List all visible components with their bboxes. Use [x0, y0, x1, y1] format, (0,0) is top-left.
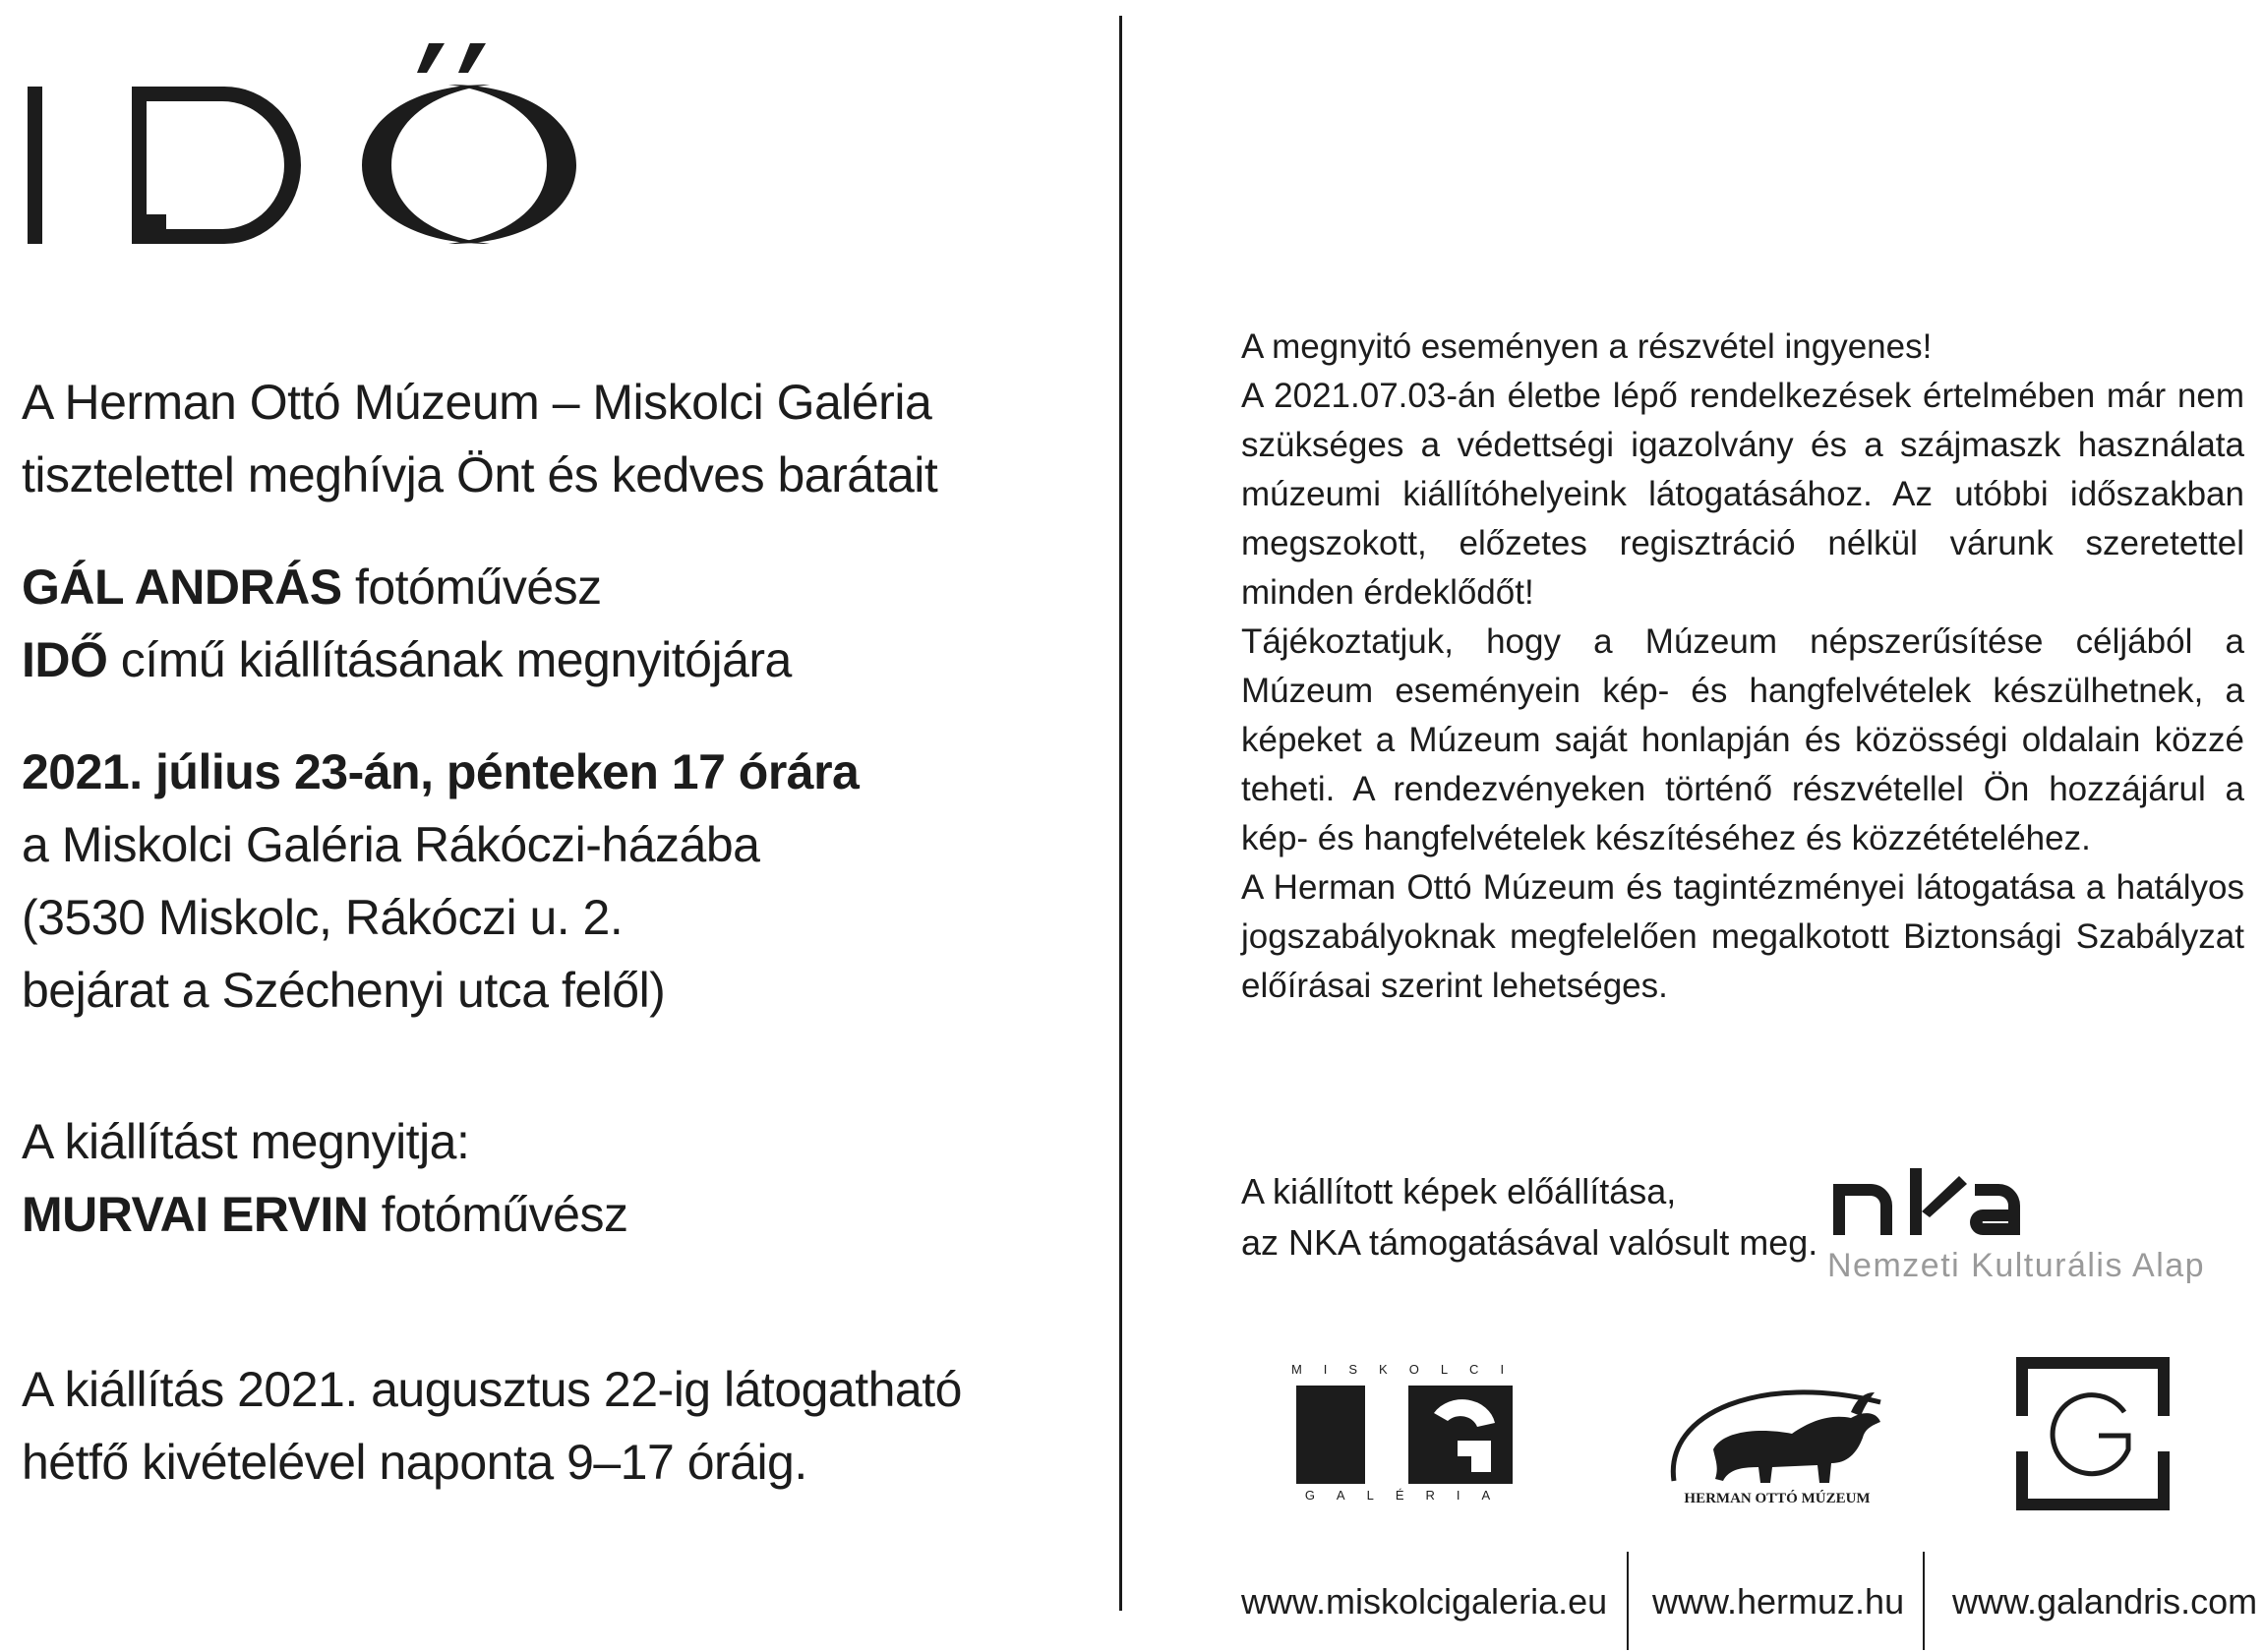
artist-line — [22, 551, 602, 623]
hom-label: HERMAN OTTÓ MÚZEUM — [1684, 1491, 1871, 1506]
ido-title-logo — [28, 39, 578, 266]
notice-rules: A 2021.07.03-án életbe lépő rendelkezések értelmében már nem szükséges a védettségi igazolvány és a szájmaszk használata múzeumi kiállítóhelyeink látogatásához. Az utóbbi időszakban megszokott, előzetes regisztráció nélkül várunk szeretettel minden érdeklődőt! — [1241, 377, 2244, 612]
herman-otto-museum-logo — [1654, 1373, 1900, 1510]
visit-line-1: A kiállítás 2021. augusztus 22-ig látogatható — [22, 1362, 962, 1417]
sponsor-line-2: az NKA támogatásával valósult meg. — [1241, 1222, 1818, 1263]
nka-logo — [1827, 1160, 2240, 1288]
opener-name: MURVAI ERVIN — [22, 1187, 369, 1242]
exhibition-title: IDŐ — [22, 632, 108, 687]
exhibition-title-line — [22, 623, 792, 696]
invite-line-2: tisztelettel meghívja Önt és kedves barátait — [22, 447, 938, 502]
center-divider — [1119, 16, 1122, 1611]
galeria-label: GALÉRIA — [1304, 1488, 1513, 1503]
miskolci-label: MISKOLCI — [1290, 1362, 1526, 1377]
nka-full-name: Nemzeti Kulturális Alap — [1827, 1247, 2206, 1284]
notice-block — [1241, 323, 2244, 1011]
miskolci-galeria-logo — [1290, 1362, 1526, 1504]
opener-line — [22, 1178, 627, 1251]
invite-line-1: A Herman Ottó Múzeum – Miskolci Galéria — [22, 375, 932, 430]
visit-line-2: hétfő kivételével naponta 9–17 óráig. — [22, 1435, 807, 1490]
sponsor-line-1: A kiállított képek előállítása, — [1241, 1171, 1677, 1211]
artist-role: fotóművész — [341, 560, 602, 615]
venue-line-3: bejárat a Széchenyi utca felől) — [22, 963, 666, 1018]
url-galandris-link[interactable]: www.galandris.com — [1952, 1581, 2258, 1622]
footer-separator-2 — [1923, 1552, 1925, 1650]
url-miskolcigaleria-link[interactable]: www.miskolcigaleria.eu — [1241, 1581, 1608, 1622]
venue-line-2: (3530 Miskolc, Rákóczi u. 2. — [22, 890, 624, 945]
notice-free-entry: A megnyitó eseményen a részvétel ingyenes! — [1241, 327, 1933, 366]
galandris-g-logo — [2014, 1355, 2172, 1512]
notice-safety: A Herman Ottó Múzeum és tagintézményei látogatása a hatályos jogszabályoknak megfelelően megalkotott Biztonsági Szabályzat előírásai szerint lehetséges. — [1241, 868, 2244, 1005]
opener-role: fotóművész — [368, 1187, 628, 1242]
exhibition-title-rest: című kiállításának megnyitójára — [107, 632, 792, 687]
notice-recording: Tájékoztatjuk, hogy a Múzeum népszerűsítése céljából a Múzeum eseményein kép- és hangfelvételek készülhetnek, a képeket a Múzeum saját honlapján és közösségi oldalain közzé teheti. A rendezvényeken történő részvétellel Ön hozzájárul a kép- és hangfelvételek készítéséhez és közzétételéhez. — [1241, 622, 2244, 857]
opening-date: 2021. július 23-án, pénteken 17 órára — [22, 744, 860, 799]
sponsor-text — [1241, 1166, 1817, 1268]
artist-name: GÁL ANDRÁS — [22, 560, 342, 615]
venue-line-1: a Miskolci Galéria Rákóczi-házába — [22, 817, 760, 872]
opener-label: A kiállítást megnyitja: — [22, 1114, 470, 1169]
footer-separator-1 — [1627, 1552, 1629, 1650]
url-hermuz-link[interactable]: www.hermuz.hu — [1652, 1581, 1905, 1622]
